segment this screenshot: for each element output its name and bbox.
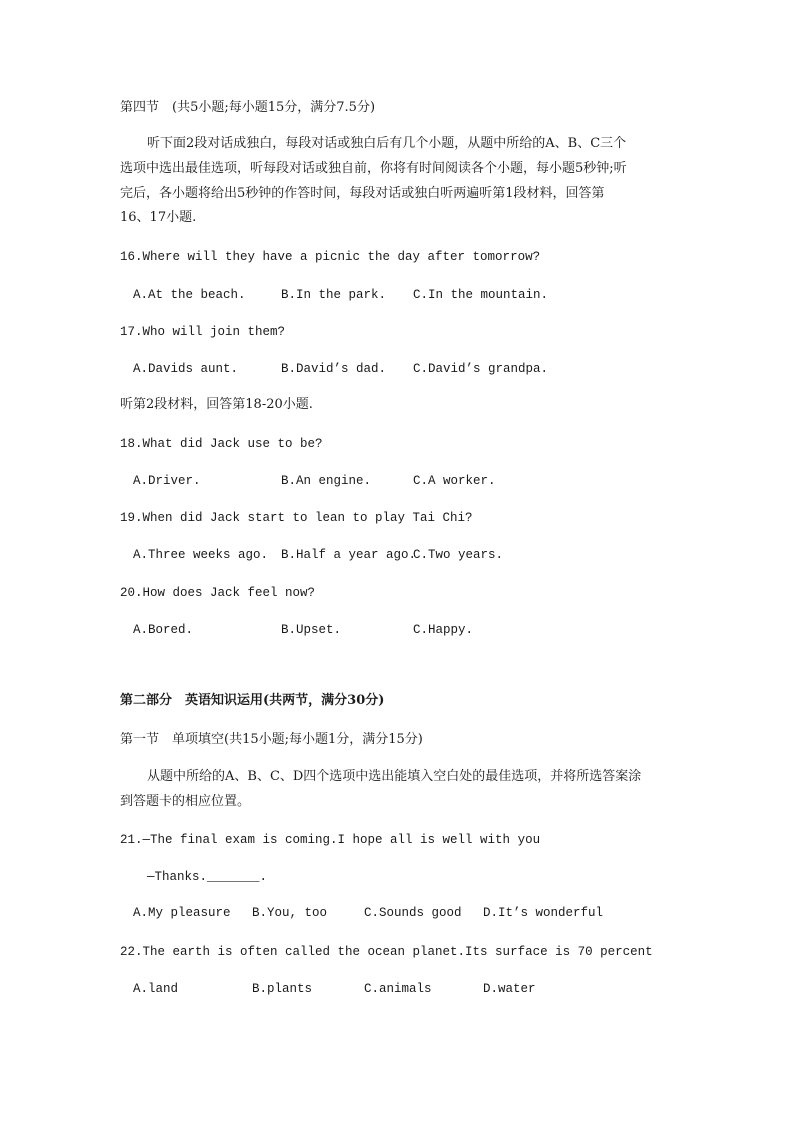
question-17-option-a: A.Davids aunt. [133,362,239,376]
question-21-option-c: C.Sounds good [364,906,462,920]
question-18-option-b: B.An engine. [281,474,372,488]
question-21-line1: 21.—The final exam is coming.I hope all is well with you [120,833,541,847]
question-22-option-c: C.animals [364,982,432,996]
question-16-option-c: C.In the mountain. [413,288,549,302]
question-22-option-d: D.water [483,982,536,996]
question-16-option-a: A.At the beach. [133,288,246,302]
question-21-line2: —Thanks._______. [147,870,268,884]
part2-section1-heading: 第一节 单项填空(共15小题;每小题1分，满分15分) [120,732,423,747]
section4-instruction-line3: 完后，各小题将给出5秒钟的作答时间，每段对话或独白听两遍听第1段材料，回答第 [120,186,605,201]
question-18-option-a: A.Driver. [133,474,201,488]
question-17-option-b: B.David’s dad. [281,362,387,376]
part2-instruction-line2: 到答题卡的相应位置。 [120,794,251,809]
part2-instruction-line1: 从题中所给的A、B、C、D四个选项中选出能填入空白处的最佳选项，并将所选答案涂 [147,769,642,784]
question-21-option-a: A.My pleasure [133,906,231,920]
question-17-stem: 17.Who will join them? [120,325,286,339]
question-19-option-b: B.Half a year ago. [281,548,417,562]
question-16-stem: 16.Where will they have a picnic the day after tomorrow? [120,250,541,264]
question-21-option-b: B.You, too [252,906,328,920]
section4-instruction-line2: 选项中选出最佳选项，听每段对话或独自前，你将有时间阅读各个小题，每小题5秒钟;听 [120,161,627,176]
part2-heading: 第二部分 英语知识运用(共两节，满分30分) [120,693,385,708]
section4-heading: 第四节 (共5小题;每小题15分，满分7.5分) [120,100,376,115]
question-20-option-c: C.Happy. [413,623,474,637]
section4-instruction-line4: 16、17小题. [120,210,197,225]
question-19-option-a: A.Three weeks ago. [133,548,269,562]
question-22-stem: 22.The earth is often called the ocean planet.Its surface is 70 percent [120,945,653,959]
question-21-option-d: D.It’s wonderful [483,906,604,920]
question-20-option-a: A.Bored. [133,623,194,637]
question-20-stem: 20.How does Jack feel now? [120,586,316,600]
question-22-option-b: B.plants [252,982,313,996]
question-16-option-b: B.In the park. [281,288,387,302]
passage2-note: 听第2段材料，回答第18-20小题. [120,397,313,412]
question-18-option-c: C.A worker. [413,474,496,488]
question-18-stem: 18.What did Jack use to be? [120,437,323,451]
question-20-option-b: B.Upset. [281,623,342,637]
question-22-option-a: A.land [133,982,179,996]
question-17-option-c: C.David’s grandpa. [413,362,549,376]
section4-instruction-line1: 听下面2段对话成独白，每段对话或独白后有几个小题，从题中所给的A、B、C三个 [147,136,627,151]
question-19-stem: 19.When did Jack start to lean to play Tai Chi? [120,511,473,525]
question-19-option-c: C.Two years. [413,548,504,562]
